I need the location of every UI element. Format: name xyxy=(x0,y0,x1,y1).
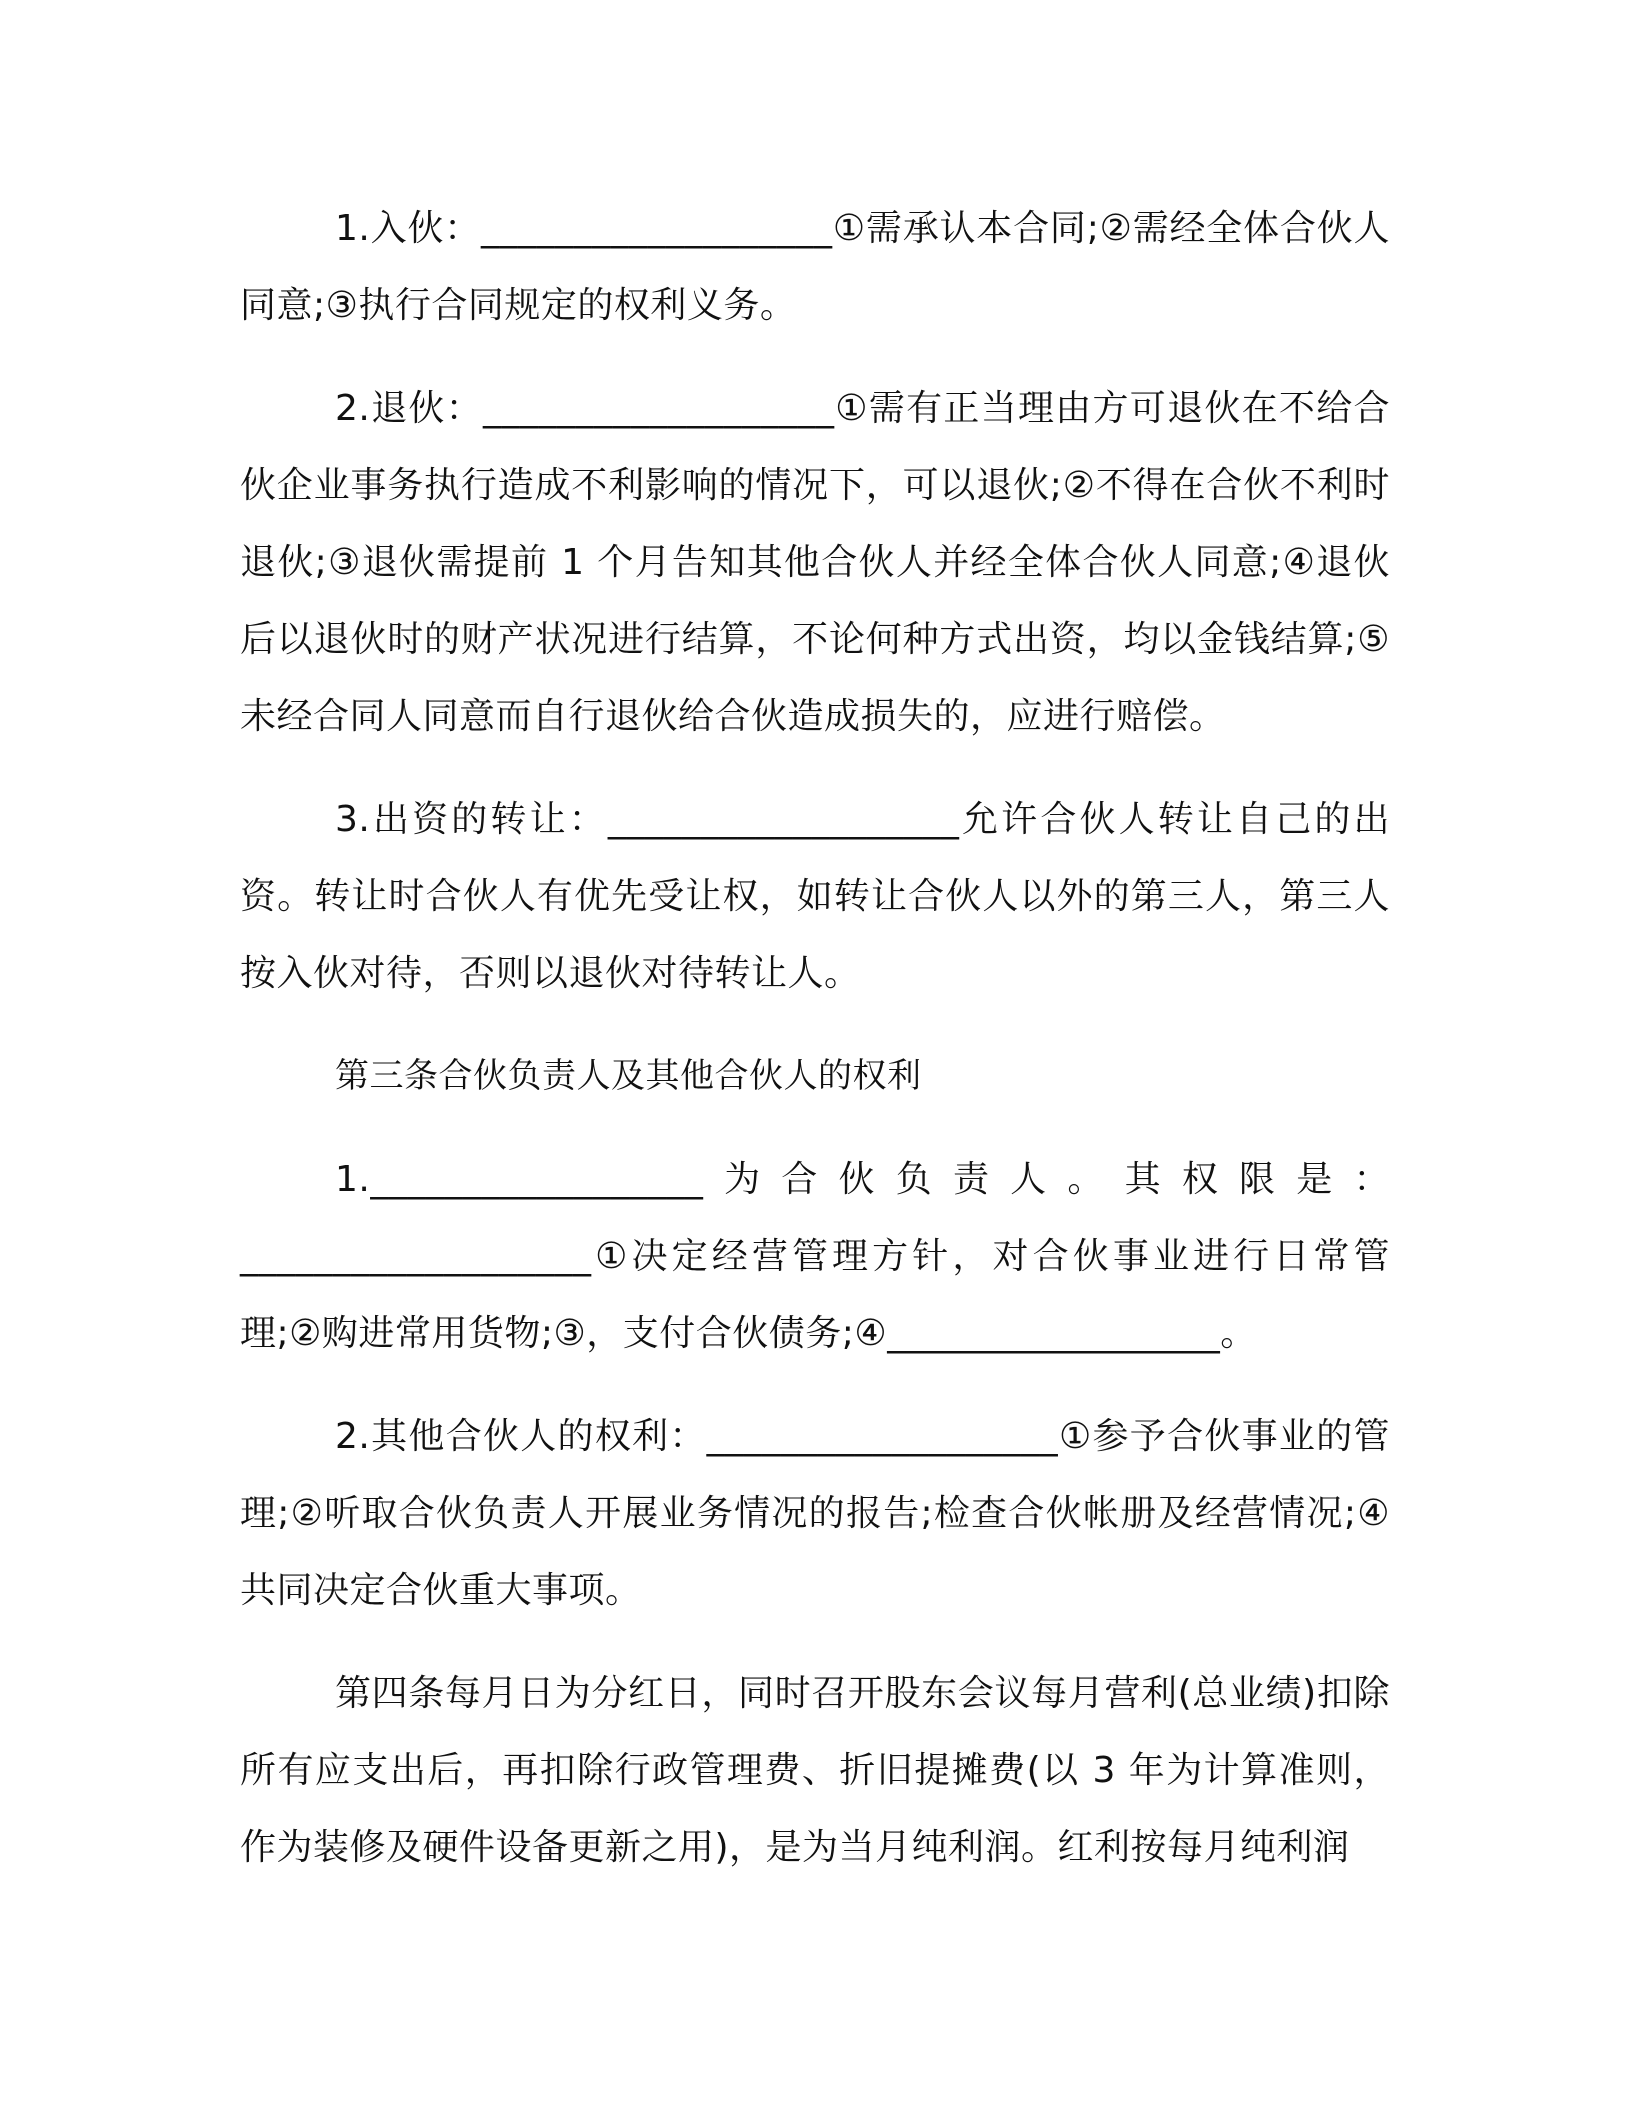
clause-withdrawal: 2.退伙：___________________①需有正当理由方可退伙在不给合伙企业事务执行造成不利影响的情况下，可以退伙;②不得在合伙不利时退伙;③退伙需提前 1 个月告知其他合伙人并经全体合伙人同意;④退伙后以退伙时的财产状况进行结算，不论何种方式出资，均以金钱结算;⑤未经合同人同意而自行退伙给合伙造成损失的，应进行赔偿。 xyxy=(240,388,1390,737)
document-page xyxy=(240,190,1390,1886)
article-three-heading: 第三条合伙负责人及其他合伙人的权利 xyxy=(335,1056,922,1096)
clause-capital-transfer: 3.出资的转让：___________________允许合伙人转让自己的出资。转让时合伙人有优先受让权，如转让合伙人以外的第三人，第三人按入伙对待，否则以退伙对待转让人。 xyxy=(240,799,1390,994)
clause-partner-in-charge: 1.__________________为合伙负责人。其权限是：___________________①决定经营管理方针，对合伙事业进行日常管理;②购进常用货物;③，支付合伙债务;④__________________。 xyxy=(240,1159,1390,1354)
clause-other-partners-rights: 2.其他合伙人的权利：___________________①参予合伙事业的管理;②听取合伙负责人开展业务情况的报告;检查合伙帐册及经营情况;④共同决定合伙重大事项。 xyxy=(240,1416,1390,1611)
clause-joining: 1.入伙：___________________①需承认本合同;②需经全体合伙人同意;③执行合同规定的权利义务。 xyxy=(240,208,1390,326)
article-four-dividend: 第四条每月日为分红日，同时召开股东会议每月营利(总业绩)扣除所有应支出后，再扣除行政管理费、折旧提摊费(以 3 年为计算准则，作为装修及硬件设备更新之用)，是为当月纯利润。红利按每月纯利润 xyxy=(240,1673,1390,1868)
